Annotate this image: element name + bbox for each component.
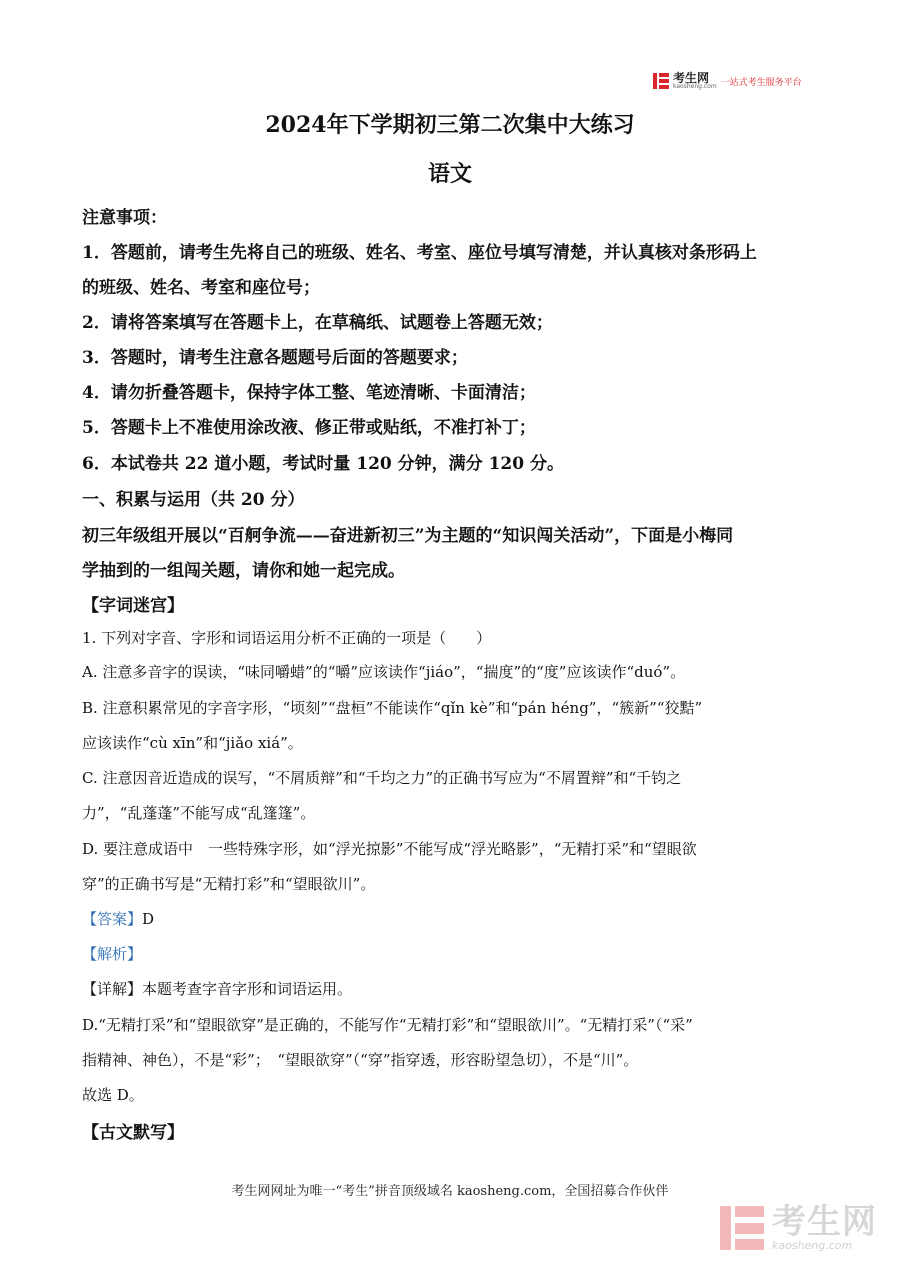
detail-line: D.“无精打采”和“望眼欲穿”是正确的，不能写作“无精打彩”和“望眼欲川”。“无精打采”（“采” (82, 1016, 693, 1034)
question-stem: 1. 下列对字音、字形和词语运用分析不正确的一项是（ ） (82, 629, 492, 647)
section-intro: 学抽到的一组闯关题，请你和她一起完成。 (82, 561, 405, 581)
kaosheng-watermark (718, 1201, 877, 1252)
detail-line: 【详解】本题考查字音字形和词语运用。 (82, 980, 353, 998)
logo-domain: kaosheng.com (673, 83, 717, 90)
detail-line: 故选 D。 (82, 1086, 144, 1104)
option-b: B. 注意积累常见的字音字形，“顷刻”“盘桓”不能读作“qǐn kè”和“pán héng”，“簇新”“狡黠” (82, 699, 703, 717)
option-a: A. 注意多音字的误读，“味同嚼蜡”的“嚼”应该读作“jiáo”，“揣度”的“度”应该读作“duó”。 (82, 663, 686, 681)
block-heading-words: 【字词迷宫】 (82, 596, 184, 616)
section-heading: 一、积累与运用（共 20 分） (82, 490, 305, 510)
notice-heading: 注意事项： (82, 208, 167, 228)
watermark-domain: kaosheng.com (772, 1238, 853, 1252)
document-subject: 语文 (427, 161, 472, 187)
block-heading-classical: 【古文默写】 (82, 1123, 184, 1143)
notice-item: 6．本试卷共 22 道小题，考试时量 120 分钟，满分 120 分。 (82, 454, 564, 474)
notice-item: 1．答题前，请考生先将自己的班级、姓名、考室、座位号填写清楚，并认真核对条形码上 (82, 243, 757, 263)
answer-row (82, 908, 154, 929)
option-c-cont: 力”，“乱蓬蓬”不能写成“乱篷篷”。 (82, 804, 316, 822)
answer-value: D (142, 910, 155, 928)
kaosheng-watermark-icon (718, 1204, 766, 1252)
kaosheng-logo-icon (652, 72, 670, 90)
notice-item: 2．请将答案填写在答题卡上，在草稿纸、试题卷上答题无效； (82, 313, 553, 333)
analysis-label: 【解析】 (82, 945, 143, 963)
detail-line: 指精神、神色），不是“彩”； “望眼欲穿”（“穿”指穿透，形容盼望急切），不是“川”。 (82, 1051, 639, 1069)
option-d: D. 要注意成语中 一些特殊字形，如“浮光掠影”不能写成“浮光略影”，“无精打采”和“望眼欲 (82, 840, 697, 858)
option-c: C. 注意因音近造成的误写，“不屑质辩”和“千均之力”的正确书写应为“不屑置辩”和“千钧之 (82, 769, 682, 787)
notice-item: 3．答题时，请考生注意各题题号后面的答题要求； (82, 348, 468, 368)
option-d-cont: 穿”的正确书写是“无精打彩”和“望眼欲川”。 (82, 875, 376, 893)
logo-slogan: 一站式考生服务平台 (720, 77, 802, 88)
answer-label: 【答案】 (82, 910, 143, 928)
section-intro: 初三年级组开展以“百舸争流——奋进新初三”为主题的“知识闯关活动”，下面是小梅同 (82, 526, 734, 546)
option-b-cont: 应该读作“cù xīn”和“jiǎo xiá”。 (82, 734, 303, 752)
notice-item: 的班级、姓名、考室和座位号； (82, 278, 320, 298)
notice-item: 4．请勿折叠答题卡，保持字体工整、笔迹清晰、卡面清洁； (82, 383, 536, 403)
kaosheng-logo (652, 72, 802, 90)
logo-name: 考生网 (673, 71, 710, 85)
footer-note: 考生网网址为唯一“考生”拼音顶级域名 kaosheng.com，全国招募合作伙伴 (231, 1184, 669, 1199)
document-title: 2024年下学期初三第二次集中大练习 (265, 112, 635, 138)
watermark-name: 考生网 (772, 1201, 877, 1242)
notice-item: 5．答题卡上不准使用涂改液、修正带或贴纸，不准打补丁； (82, 418, 536, 438)
